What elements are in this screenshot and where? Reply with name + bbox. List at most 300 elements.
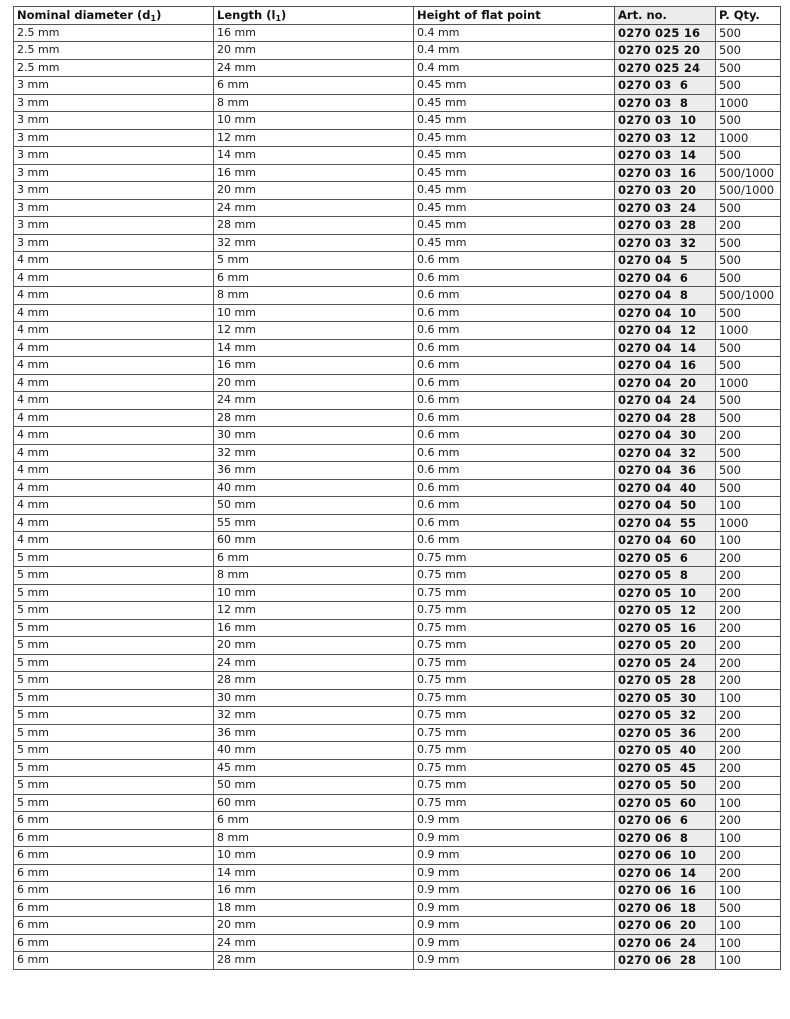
table-row (14, 339, 781, 357)
cell-height-flat-point: 0.6 mm (414, 322, 615, 340)
cell-art-no: 0270 04 36 (615, 462, 716, 480)
cell-length: 28 mm (214, 952, 414, 970)
table-row (14, 304, 781, 322)
table-row (14, 497, 781, 515)
cell-p-qty: 500/1000 (716, 287, 781, 305)
cell-art-no: 0270 06 24 (615, 934, 716, 952)
cell-nominal-diameter: 4 mm (14, 514, 214, 532)
cell-height-flat-point: 0.75 mm (414, 619, 615, 637)
cell-p-qty: 200 (716, 584, 781, 602)
cell-p-qty: 1000 (716, 129, 781, 147)
cell-art-no: 0270 06 14 (615, 864, 716, 882)
cell-art-no: 0270 05 24 (615, 654, 716, 672)
cell-height-flat-point: 0.6 mm (414, 252, 615, 270)
cell-length: 20 mm (214, 637, 414, 655)
cell-p-qty: 500 (716, 59, 781, 77)
cell-height-flat-point: 0.4 mm (414, 42, 615, 60)
cell-height-flat-point: 0.6 mm (414, 269, 615, 287)
table-row (14, 637, 781, 655)
cell-length: 12 mm (214, 322, 414, 340)
table-row (14, 707, 781, 725)
cell-p-qty: 200 (716, 847, 781, 865)
cell-p-qty: 1000 (716, 322, 781, 340)
cell-length: 20 mm (214, 917, 414, 935)
header-nominal-diameter (14, 7, 214, 25)
cell-art-no: 0270 04 24 (615, 392, 716, 410)
cell-length: 5 mm (214, 252, 414, 270)
cell-height-flat-point: 0.9 mm (414, 952, 615, 970)
cell-height-flat-point: 0.75 mm (414, 672, 615, 690)
cell-length: 10 mm (214, 112, 414, 130)
cell-length: 6 mm (214, 549, 414, 567)
cell-art-no: 0270 03 32 (615, 234, 716, 252)
cell-p-qty: 1000 (716, 514, 781, 532)
cell-nominal-diameter: 5 mm (14, 742, 214, 760)
cell-height-flat-point: 0.75 mm (414, 794, 615, 812)
cell-nominal-diameter: 4 mm (14, 252, 214, 270)
cell-p-qty: 500 (716, 269, 781, 287)
cell-art-no: 0270 03 20 (615, 182, 716, 200)
cell-height-flat-point: 0.75 mm (414, 724, 615, 742)
cell-art-no: 0270 03 10 (615, 112, 716, 130)
header-length-subscript: 1 (275, 14, 282, 24)
table-row (14, 42, 781, 60)
cell-length: 6 mm (214, 77, 414, 95)
cell-height-flat-point: 0.9 mm (414, 847, 615, 865)
cell-nominal-diameter: 6 mm (14, 952, 214, 970)
cell-nominal-diameter: 3 mm (14, 217, 214, 235)
cell-nominal-diameter: 6 mm (14, 917, 214, 935)
cell-height-flat-point: 0.6 mm (414, 304, 615, 322)
cell-art-no: 0270 04 10 (615, 304, 716, 322)
cell-art-no: 0270 05 30 (615, 689, 716, 707)
table-row (14, 952, 781, 970)
table-row (14, 462, 781, 480)
table-row (14, 444, 781, 462)
table-row (14, 602, 781, 620)
header-nominal-diameter-label: Nominal diameter (d (17, 8, 151, 23)
cell-height-flat-point: 0.45 mm (414, 217, 615, 235)
cell-nominal-diameter: 6 mm (14, 934, 214, 952)
cell-length: 14 mm (214, 147, 414, 165)
cell-art-no: 0270 04 5 (615, 252, 716, 270)
cell-art-no: 0270 03 6 (615, 77, 716, 95)
cell-p-qty: 500 (716, 339, 781, 357)
cell-art-no: 0270 025 20 (615, 42, 716, 60)
cell-p-qty: 100 (716, 794, 781, 812)
cell-p-qty: 500 (716, 112, 781, 130)
cell-nominal-diameter: 4 mm (14, 444, 214, 462)
cell-p-qty: 500 (716, 42, 781, 60)
cell-height-flat-point: 0.6 mm (414, 497, 615, 515)
table-row (14, 794, 781, 812)
table-row (14, 899, 781, 917)
cell-length: 55 mm (214, 514, 414, 532)
table-row (14, 689, 781, 707)
table-row (14, 759, 781, 777)
cell-art-no: 0270 04 60 (615, 532, 716, 550)
table-row (14, 514, 781, 532)
cell-p-qty: 500 (716, 304, 781, 322)
cell-art-no: 0270 04 28 (615, 409, 716, 427)
cell-p-qty: 200 (716, 812, 781, 830)
cell-length: 14 mm (214, 339, 414, 357)
table-row (14, 199, 781, 217)
cell-length: 8 mm (214, 94, 414, 112)
cell-nominal-diameter: 4 mm (14, 497, 214, 515)
cell-p-qty: 200 (716, 549, 781, 567)
table-row (14, 269, 781, 287)
cell-length: 40 mm (214, 742, 414, 760)
cell-length: 50 mm (214, 497, 414, 515)
cell-p-qty: 500 (716, 199, 781, 217)
header-length (214, 7, 414, 25)
cell-height-flat-point: 0.75 mm (414, 602, 615, 620)
cell-height-flat-point: 0.9 mm (414, 899, 615, 917)
cell-height-flat-point: 0.4 mm (414, 59, 615, 77)
cell-height-flat-point: 0.9 mm (414, 812, 615, 830)
cell-length: 36 mm (214, 462, 414, 480)
cell-length: 28 mm (214, 672, 414, 690)
cell-length: 40 mm (214, 479, 414, 497)
cell-nominal-diameter: 2.5 mm (14, 59, 214, 77)
cell-height-flat-point: 0.4 mm (414, 24, 615, 42)
cell-length: 16 mm (214, 357, 414, 375)
cell-height-flat-point: 0.6 mm (414, 427, 615, 445)
cell-length: 24 mm (214, 654, 414, 672)
cell-p-qty: 1000 (716, 94, 781, 112)
cell-nominal-diameter: 4 mm (14, 322, 214, 340)
cell-p-qty: 500 (716, 462, 781, 480)
cell-p-qty: 500 (716, 409, 781, 427)
cell-nominal-diameter: 4 mm (14, 287, 214, 305)
cell-nominal-diameter: 5 mm (14, 654, 214, 672)
table-row (14, 567, 781, 585)
cell-art-no: 0270 06 6 (615, 812, 716, 830)
header-length-close: ) (281, 8, 287, 23)
cell-nominal-diameter: 5 mm (14, 549, 214, 567)
cell-length: 12 mm (214, 129, 414, 147)
cell-height-flat-point: 0.6 mm (414, 479, 615, 497)
table-body (14, 24, 781, 969)
cell-p-qty: 200 (716, 777, 781, 795)
cell-p-qty: 100 (716, 917, 781, 935)
table-row (14, 619, 781, 637)
cell-art-no: 0270 04 32 (615, 444, 716, 462)
cell-art-no: 0270 06 8 (615, 829, 716, 847)
cell-art-no: 0270 06 16 (615, 882, 716, 900)
cell-nominal-diameter: 3 mm (14, 112, 214, 130)
cell-length: 32 mm (214, 707, 414, 725)
cell-p-qty: 200 (716, 654, 781, 672)
table-row (14, 549, 781, 567)
cell-art-no: 0270 06 18 (615, 899, 716, 917)
cell-height-flat-point: 0.9 mm (414, 829, 615, 847)
cell-nominal-diameter: 5 mm (14, 724, 214, 742)
cell-p-qty: 100 (716, 497, 781, 515)
cell-nominal-diameter: 2.5 mm (14, 42, 214, 60)
table-row (14, 847, 781, 865)
cell-nominal-diameter: 3 mm (14, 129, 214, 147)
cell-height-flat-point: 0.45 mm (414, 164, 615, 182)
table-row (14, 59, 781, 77)
cell-length: 12 mm (214, 602, 414, 620)
cell-height-flat-point: 0.45 mm (414, 199, 615, 217)
cell-length: 16 mm (214, 164, 414, 182)
cell-nominal-diameter: 3 mm (14, 182, 214, 200)
table-row (14, 409, 781, 427)
cell-length: 6 mm (214, 269, 414, 287)
cell-art-no: 0270 03 14 (615, 147, 716, 165)
cell-p-qty: 500 (716, 479, 781, 497)
cell-p-qty: 500 (716, 234, 781, 252)
cell-p-qty: 100 (716, 882, 781, 900)
cell-height-flat-point: 0.75 mm (414, 777, 615, 795)
cell-nominal-diameter: 5 mm (14, 619, 214, 637)
cell-art-no: 0270 04 50 (615, 497, 716, 515)
cell-p-qty: 1000 (716, 374, 781, 392)
cell-p-qty: 200 (716, 602, 781, 620)
cell-length: 28 mm (214, 217, 414, 235)
cell-nominal-diameter: 5 mm (14, 602, 214, 620)
cell-nominal-diameter: 6 mm (14, 864, 214, 882)
cell-nominal-diameter: 4 mm (14, 357, 214, 375)
cell-p-qty: 500 (716, 392, 781, 410)
cell-height-flat-point: 0.9 mm (414, 917, 615, 935)
cell-nominal-diameter: 5 mm (14, 759, 214, 777)
cell-nominal-diameter: 2.5 mm (14, 24, 214, 42)
cell-length: 24 mm (214, 392, 414, 410)
table-row (14, 654, 781, 672)
cell-length: 14 mm (214, 864, 414, 882)
cell-nominal-diameter: 6 mm (14, 847, 214, 865)
cell-p-qty: 100 (716, 689, 781, 707)
cell-height-flat-point: 0.75 mm (414, 637, 615, 655)
table-row (14, 672, 781, 690)
cell-nominal-diameter: 3 mm (14, 199, 214, 217)
cell-art-no: 0270 06 28 (615, 952, 716, 970)
cell-p-qty: 200 (716, 742, 781, 760)
cell-height-flat-point: 0.6 mm (414, 392, 615, 410)
cell-art-no: 0270 05 32 (615, 707, 716, 725)
cell-nominal-diameter: 4 mm (14, 304, 214, 322)
cell-nominal-diameter: 6 mm (14, 899, 214, 917)
table-row (14, 812, 781, 830)
cell-length: 10 mm (214, 847, 414, 865)
cell-art-no: 0270 03 28 (615, 217, 716, 235)
cell-nominal-diameter: 4 mm (14, 409, 214, 427)
cell-length: 6 mm (214, 812, 414, 830)
cell-length: 60 mm (214, 532, 414, 550)
cell-p-qty: 200 (716, 759, 781, 777)
cell-art-no: 0270 06 10 (615, 847, 716, 865)
table-header-row (14, 7, 781, 25)
cell-length: 16 mm (214, 619, 414, 637)
cell-nominal-diameter: 4 mm (14, 269, 214, 287)
table-row (14, 234, 781, 252)
cell-p-qty: 200 (716, 672, 781, 690)
cell-height-flat-point: 0.75 mm (414, 654, 615, 672)
cell-p-qty: 100 (716, 532, 781, 550)
cell-p-qty: 100 (716, 829, 781, 847)
table-row (14, 112, 781, 130)
cell-art-no: 0270 04 16 (615, 357, 716, 375)
table-row (14, 217, 781, 235)
cell-art-no: 0270 05 40 (615, 742, 716, 760)
cell-height-flat-point: 0.45 mm (414, 77, 615, 95)
table-row (14, 742, 781, 760)
cell-height-flat-point: 0.75 mm (414, 584, 615, 602)
table-row (14, 864, 781, 882)
cell-art-no: 0270 05 8 (615, 567, 716, 585)
cell-p-qty: 200 (716, 707, 781, 725)
cell-nominal-diameter: 5 mm (14, 777, 214, 795)
cell-nominal-diameter: 5 mm (14, 584, 214, 602)
cell-p-qty: 200 (716, 427, 781, 445)
cell-length: 8 mm (214, 829, 414, 847)
table-row (14, 77, 781, 95)
cell-art-no: 0270 05 50 (615, 777, 716, 795)
table-row (14, 357, 781, 375)
cell-art-no: 0270 05 6 (615, 549, 716, 567)
cell-art-no: 0270 05 36 (615, 724, 716, 742)
cell-art-no: 0270 05 12 (615, 602, 716, 620)
cell-length: 30 mm (214, 689, 414, 707)
cell-length: 10 mm (214, 304, 414, 322)
table-row (14, 252, 781, 270)
cell-nominal-diameter: 3 mm (14, 147, 214, 165)
cell-height-flat-point: 0.45 mm (414, 94, 615, 112)
cell-p-qty: 100 (716, 934, 781, 952)
cell-p-qty: 500/1000 (716, 182, 781, 200)
cell-p-qty: 200 (716, 637, 781, 655)
cell-length: 50 mm (214, 777, 414, 795)
cell-p-qty: 500 (716, 252, 781, 270)
cell-nominal-diameter: 5 mm (14, 672, 214, 690)
cell-p-qty: 200 (716, 567, 781, 585)
cell-p-qty: 200 (716, 864, 781, 882)
cell-art-no: 0270 04 40 (615, 479, 716, 497)
cell-art-no: 0270 06 20 (615, 917, 716, 935)
cell-p-qty: 200 (716, 724, 781, 742)
cell-length: 18 mm (214, 899, 414, 917)
cell-length: 16 mm (214, 24, 414, 42)
cell-art-no: 0270 04 55 (615, 514, 716, 532)
cell-art-no: 0270 04 30 (615, 427, 716, 445)
table-row (14, 182, 781, 200)
cell-nominal-diameter: 6 mm (14, 812, 214, 830)
table-row (14, 392, 781, 410)
cell-nominal-diameter: 4 mm (14, 532, 214, 550)
table-row (14, 287, 781, 305)
cell-art-no: 0270 03 12 (615, 129, 716, 147)
cell-nominal-diameter: 4 mm (14, 339, 214, 357)
cell-nominal-diameter: 6 mm (14, 829, 214, 847)
cell-nominal-diameter: 3 mm (14, 77, 214, 95)
cell-art-no: 0270 03 16 (615, 164, 716, 182)
cell-nominal-diameter: 6 mm (14, 882, 214, 900)
cell-length: 24 mm (214, 934, 414, 952)
cell-height-flat-point: 0.6 mm (414, 532, 615, 550)
cell-art-no: 0270 04 20 (615, 374, 716, 392)
cell-art-no: 0270 05 28 (615, 672, 716, 690)
table-row (14, 129, 781, 147)
cell-length: 60 mm (214, 794, 414, 812)
product-spec-table (13, 6, 781, 970)
cell-length: 20 mm (214, 182, 414, 200)
cell-p-qty: 100 (716, 952, 781, 970)
cell-height-flat-point: 0.6 mm (414, 357, 615, 375)
table-row (14, 917, 781, 935)
header-nominal-diameter-subscript: 1 (150, 14, 157, 24)
cell-length: 28 mm (214, 409, 414, 427)
cell-height-flat-point: 0.6 mm (414, 374, 615, 392)
cell-length: 16 mm (214, 882, 414, 900)
cell-nominal-diameter: 4 mm (14, 462, 214, 480)
cell-art-no: 0270 04 6 (615, 269, 716, 287)
cell-height-flat-point: 0.6 mm (414, 462, 615, 480)
cell-art-no: 0270 05 45 (615, 759, 716, 777)
cell-art-no: 0270 04 12 (615, 322, 716, 340)
cell-p-qty: 500 (716, 899, 781, 917)
header-length-label: Length (l (217, 8, 276, 23)
table-row (14, 24, 781, 42)
cell-height-flat-point: 0.75 mm (414, 759, 615, 777)
cell-height-flat-point: 0.75 mm (414, 742, 615, 760)
cell-p-qty: 500 (716, 147, 781, 165)
cell-height-flat-point: 0.45 mm (414, 129, 615, 147)
cell-nominal-diameter: 4 mm (14, 427, 214, 445)
cell-nominal-diameter: 5 mm (14, 637, 214, 655)
cell-length: 8 mm (214, 287, 414, 305)
cell-height-flat-point: 0.75 mm (414, 689, 615, 707)
cell-height-flat-point: 0.6 mm (414, 339, 615, 357)
cell-p-qty: 500 (716, 444, 781, 462)
table-row (14, 724, 781, 742)
table-row (14, 934, 781, 952)
table-row (14, 479, 781, 497)
cell-height-flat-point: 0.45 mm (414, 182, 615, 200)
table-row (14, 829, 781, 847)
table-row (14, 882, 781, 900)
cell-length: 10 mm (214, 584, 414, 602)
cell-p-qty: 500 (716, 77, 781, 95)
cell-art-no: 0270 05 20 (615, 637, 716, 655)
cell-length: 32 mm (214, 444, 414, 462)
cell-height-flat-point: 0.75 mm (414, 549, 615, 567)
table-row (14, 164, 781, 182)
table-row (14, 94, 781, 112)
table-row (14, 427, 781, 445)
table-row (14, 777, 781, 795)
cell-length: 20 mm (214, 374, 414, 392)
cell-height-flat-point: 0.6 mm (414, 514, 615, 532)
cell-length: 24 mm (214, 59, 414, 77)
header-nominal-diameter-close: ) (156, 8, 162, 23)
cell-nominal-diameter: 5 mm (14, 567, 214, 585)
table-row (14, 147, 781, 165)
cell-height-flat-point: 0.6 mm (414, 444, 615, 462)
cell-nominal-diameter: 3 mm (14, 94, 214, 112)
cell-height-flat-point: 0.45 mm (414, 112, 615, 130)
cell-p-qty: 200 (716, 619, 781, 637)
cell-art-no: 0270 025 24 (615, 59, 716, 77)
cell-nominal-diameter: 4 mm (14, 374, 214, 392)
cell-height-flat-point: 0.9 mm (414, 864, 615, 882)
cell-length: 20 mm (214, 42, 414, 60)
cell-length: 24 mm (214, 199, 414, 217)
cell-art-no: 0270 05 60 (615, 794, 716, 812)
